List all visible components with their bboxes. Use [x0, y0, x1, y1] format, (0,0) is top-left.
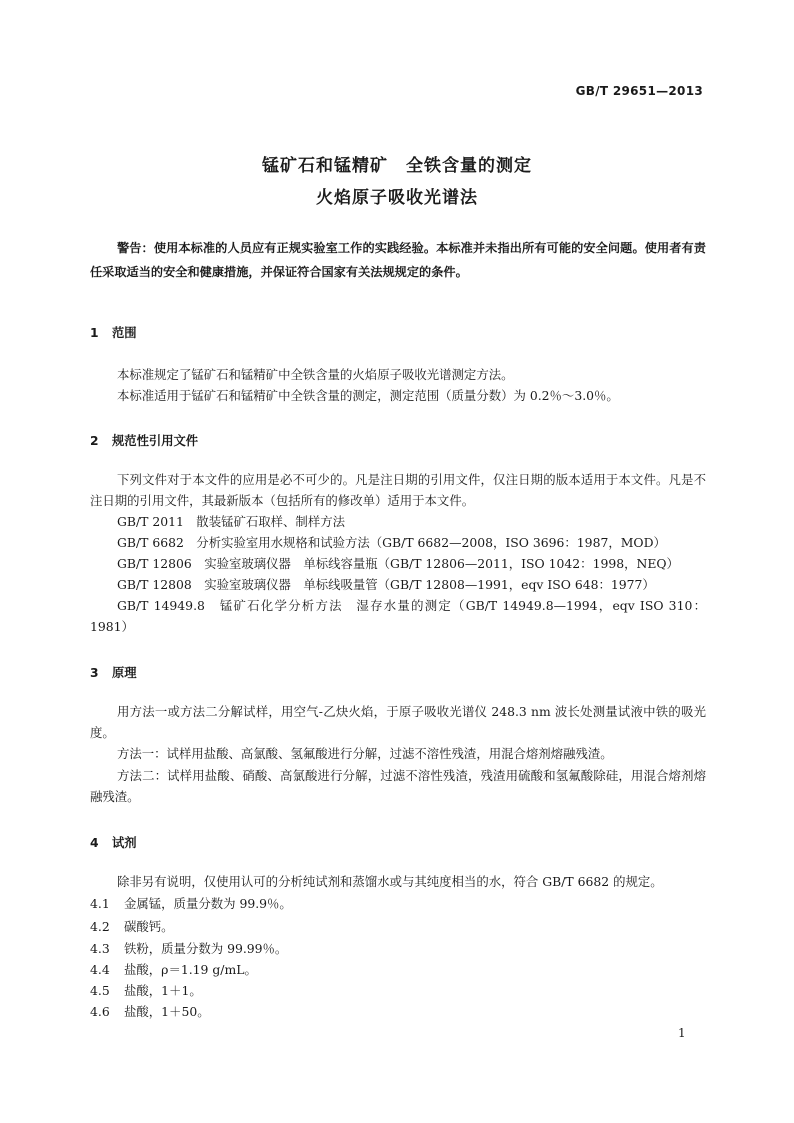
section-number: 3 — [90, 666, 99, 680]
reagent-text: 盐酸，1＋1。 — [124, 983, 202, 998]
reagent-item — [90, 981, 202, 999]
safety-warning: 警告：使用本标准的人员应有正规实验室工作的实践经验。本标准并未指出所有可能的安全问题。使用者有责任采取适当的安全和健康措施，并保证符合国家有关法规规定的条件。 — [90, 241, 706, 279]
section-title: 原理 — [112, 666, 137, 680]
section-3-heading — [90, 663, 137, 681]
paragraph: 本标准适用于锰矿石和锰精矿中全铁含量的测定，测定范围（质量分数）为 0.2％～3.0％。 — [117, 388, 619, 403]
paragraph: 用方法一或方法二分解试样，用空气-乙炔火焰，于原子吸收光谱仪 248.3 nm 波长处测量试液中铁的吸光度。 — [90, 704, 706, 740]
paragraph: 本标准规定了锰矿石和锰精矿中全铁含量的火焰原子吸收光谱测定方法。 — [117, 367, 514, 382]
reagent-item — [90, 939, 287, 957]
reagent-text: 铁粉，质量分数为 99.99％。 — [124, 941, 288, 956]
reference-item: GB/T 6682 分析实验室用水规格和试验方法（GB/T 6682—2008，ISO 3696：1987，MOD） — [117, 535, 666, 550]
reagent-item — [90, 894, 292, 912]
reagent-number: 4.1 — [90, 896, 110, 911]
reagent-number: 4.4 — [90, 962, 110, 977]
paragraph: 除非另有说明，仅使用认可的分析纯试剂和蒸馏水或与其纯度相当的水，符合 GB/T 6682 的规定。 — [117, 874, 663, 889]
reagent-number: 4.5 — [90, 983, 110, 998]
reagent-item — [90, 1002, 210, 1020]
reagent-number: 4.2 — [90, 919, 110, 934]
paragraph: 方法二：试样用盐酸、硝酸、高氯酸进行分解，过滤不溶性残渣，残渣用硫酸和氢氟酸除硅，用混合熔剂熔融残渣。 — [90, 768, 706, 804]
section-title: 范围 — [112, 326, 137, 340]
section-title: 规范性引用文件 — [112, 434, 199, 448]
reagent-text: 金属锰，质量分数为 99.9％。 — [124, 896, 292, 911]
reagent-text: 盐酸，ρ＝1.19 g/mL。 — [124, 962, 257, 977]
reagent-number: 4.3 — [90, 941, 110, 956]
section-number: 2 — [90, 434, 99, 448]
reference-item: GB/T 14949.8 锰矿石化学分析方法 湿存水量的测定（GB/T 14949.8—1994，eqv ISO 310：1981） — [90, 598, 706, 634]
reference-item: GB/T 2011 散装锰矿石取样、制样方法 — [117, 514, 345, 529]
page-number: 1 — [678, 1026, 686, 1040]
document-title-line2: 火焰原子吸收光谱法 — [316, 188, 478, 208]
section-1-heading — [90, 323, 137, 341]
section-number: 1 — [90, 326, 99, 340]
paragraph: 下列文件对于本文件的应用是必不可少的。凡是注日期的引用文件，仅注日期的版本适用于本文件。凡是不注日期的引用文件，其最新版本（包括所有的修改单）适用于本文件。 — [90, 472, 706, 508]
reference-item: GB/T 12806 实验室玻璃仪器 单标线容量瓶（GB/T 12806—2011，ISO 1042：1998，NEQ） — [117, 556, 679, 571]
reagent-item — [90, 917, 174, 935]
section-2-heading — [90, 431, 198, 449]
reagent-item — [90, 960, 257, 978]
document-title-line1: 锰矿石和锰精矿 全铁含量的测定 — [262, 156, 532, 176]
section-title: 试剂 — [112, 836, 137, 850]
section-number: 4 — [90, 836, 99, 850]
standard-number: GB/T 29651—2013 — [575, 84, 703, 98]
paragraph: 方法一：试样用盐酸、高氯酸、氢氟酸进行分解，过滤不溶性残渣，用混合熔剂熔融残渣。 — [117, 746, 613, 761]
reagent-text: 碳酸钙。 — [124, 919, 174, 934]
reagent-number: 4.6 — [90, 1004, 110, 1019]
section-4-heading — [90, 833, 137, 851]
reference-item: GB/T 12808 实验室玻璃仪器 单标线吸量管（GB/T 12808—1991，eqv ISO 648：1977） — [117, 577, 655, 592]
reagent-text: 盐酸，1＋50。 — [124, 1004, 210, 1019]
